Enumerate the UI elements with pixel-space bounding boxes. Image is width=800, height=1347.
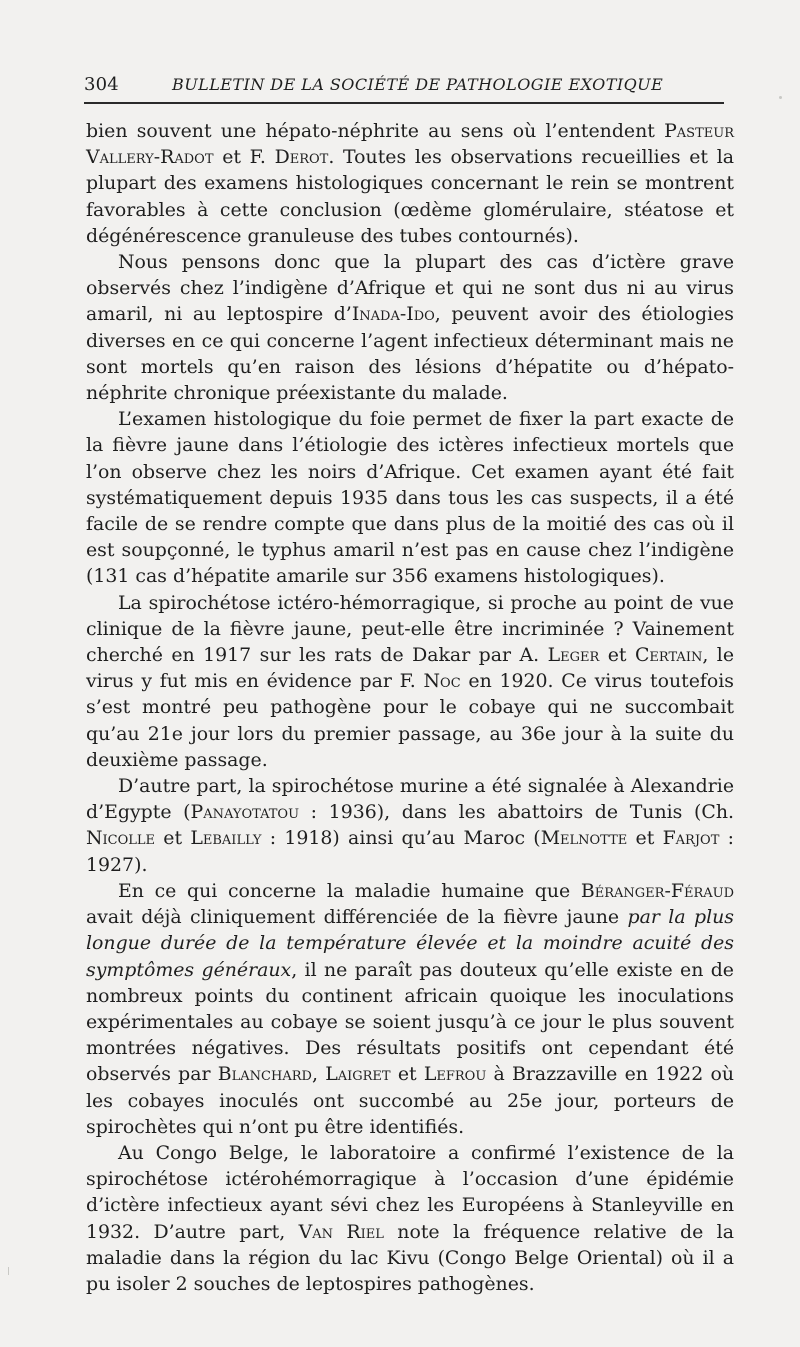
author-name: Pasteur Vallery-Radot bbox=[86, 120, 734, 169]
text-run: et F. bbox=[213, 146, 275, 169]
text-run: à Brazzaville en 1922 où les cobayes inoculés ont succombé au 25e jour, porteurs de spirochètes qui n’ont pu être identifiés. bbox=[86, 1063, 734, 1138]
paragraph bbox=[86, 1140, 734, 1297]
text-run: : 1936), dans les abattoirs de Tunis (Ch. bbox=[299, 801, 735, 824]
author-name: Leger bbox=[547, 644, 600, 667]
author-name: Nicolle bbox=[86, 827, 156, 850]
paragraph bbox=[86, 118, 734, 249]
text-run: D’autre part, la spirochétose murine a été signalée à Alexandrie d’Egypte ( bbox=[86, 775, 734, 824]
paragraph bbox=[86, 590, 734, 773]
text-run: . Toutes les observations recueillies et la plupart des examens histologiques concernant le rein se montrent favorables à cette conclusion (œdème glomérulaire, stéatose et dégénérescence granuleuse des tubes contournés). bbox=[86, 146, 734, 247]
paragraph bbox=[86, 773, 734, 878]
text-run: et bbox=[390, 1063, 424, 1086]
text-run: bien souvent une hépato-néphrite au sens où l’entendent bbox=[86, 120, 665, 142]
margin-mark-left bbox=[8, 1267, 12, 1275]
text-run: , bbox=[311, 1063, 326, 1086]
paragraph bbox=[86, 406, 734, 589]
page-number: 304 bbox=[84, 74, 119, 95]
running-title: BULLETIN DE LA SOCIÉTÉ DE PATHOLOGIE EXOTIQUE bbox=[172, 75, 664, 94]
text-run: , le virus y fut mis en évidence par F. bbox=[86, 644, 735, 693]
author-name: Béranger-Féraud bbox=[580, 879, 734, 902]
author-name: Derot bbox=[274, 146, 329, 169]
author-name: Farjot bbox=[662, 827, 720, 850]
text-run: Nous pensons donc que la plupart des cas d’ictère grave observés chez l’indigène d’Afrique et qui ne sont dus ni au virus amaril, ni au leptospire d’ bbox=[86, 251, 734, 326]
text-run: L’examen histologique du foie permet de fixer la part exacte de la fièvre jaune dans l’étiologie des ictères infectieux mortels que l’on observe chez les noirs d’Afrique. Cet examen ayant été fait systématiquement depuis 1935 dans tous les cas suspects, il a été facile de se rendre compte que dans plus de la moitié des cas où il est soupçonné, le typhus amaril n’est pas en cause chez l’indigène (131 cas d’hépatite amarile sur 356 examens histologiques). bbox=[86, 408, 734, 588]
author-name: Panayotatou bbox=[190, 801, 300, 824]
text-run: En ce qui concerne la maladie humaine que bbox=[118, 879, 581, 902]
text-run: et bbox=[599, 644, 635, 667]
body-text bbox=[86, 118, 734, 1297]
text-run: en 1920. Ce virus toutefois s’est montré peu pathogène pour le cobaye qui ne succombait qu’au 21e jour lors du premier passage, au 36e jour à la suite du deuxième passage. bbox=[86, 670, 734, 771]
text-run: et bbox=[627, 827, 663, 850]
text-run: : 1918) ainsi qu’au Maroc ( bbox=[261, 827, 541, 850]
author-name: Van Riel bbox=[298, 1220, 384, 1243]
page-header bbox=[84, 74, 724, 96]
paragraph bbox=[86, 249, 734, 406]
italic-phrase: par la plus longue durée de la température élevée et la moindre acuité des symptômes généraux bbox=[86, 906, 734, 981]
author-name: Laigret bbox=[325, 1063, 391, 1086]
text-run: et bbox=[155, 827, 191, 850]
text-run: avait déjà cliniquement différenciée de la fièvre jaune bbox=[86, 906, 628, 929]
author-name: Inada-Ido bbox=[351, 303, 435, 326]
author-name: Blanchard bbox=[217, 1063, 312, 1086]
author-name: Lefrou bbox=[423, 1063, 487, 1086]
text-run: , il ne paraît pas douteux qu’elle existe en de nombreux points du continent africain quoique les inoculations expérimentales au cobaye se soient jusqu’à ce jour le plus souvent montrées négatives. Des résultats positifs ont cependant été observés par bbox=[86, 958, 734, 1086]
text-run: note la fréquence relative de la maladie dans la région du lac Kivu (Congo Belge Oriental) où il a pu isoler 2 souches de leptospires pathogènes. bbox=[86, 1220, 734, 1295]
author-name: Certain bbox=[634, 644, 703, 667]
paragraph bbox=[86, 878, 734, 1140]
text-run: La spirochétose ictéro-hémorragique, si proche au point de vue clinique de la fièvre jaune, peut-elle être incriminée ? Vainement cherché en 1917 sur les rats de Dakar par A. bbox=[86, 591, 734, 667]
margin-mark-right bbox=[779, 96, 782, 99]
text-run: , peuvent avoir des étiologies diverses en ce qui concerne l’agent infectieux déterminant mais ne sont mortels qu’en raison des lésions d’hépatite ou d’hépato-néphrite chronique préexistante du malade. bbox=[86, 303, 734, 405]
header-rule bbox=[84, 102, 724, 104]
author-name: Melnotte bbox=[540, 827, 628, 850]
author-name: Lebailly bbox=[190, 827, 262, 850]
text-run: Au Congo Belge, le laboratoire a confirmé l’existence de la spirochétose ictérohémorragique à l’occasion d’une épidémie d’ictère infectieux ayant sévi chez les Européens à Stanleyville en 1932. D’autre part, bbox=[86, 1141, 734, 1243]
text-run: : 1927). bbox=[86, 827, 735, 876]
author-name: Noc bbox=[423, 670, 461, 693]
